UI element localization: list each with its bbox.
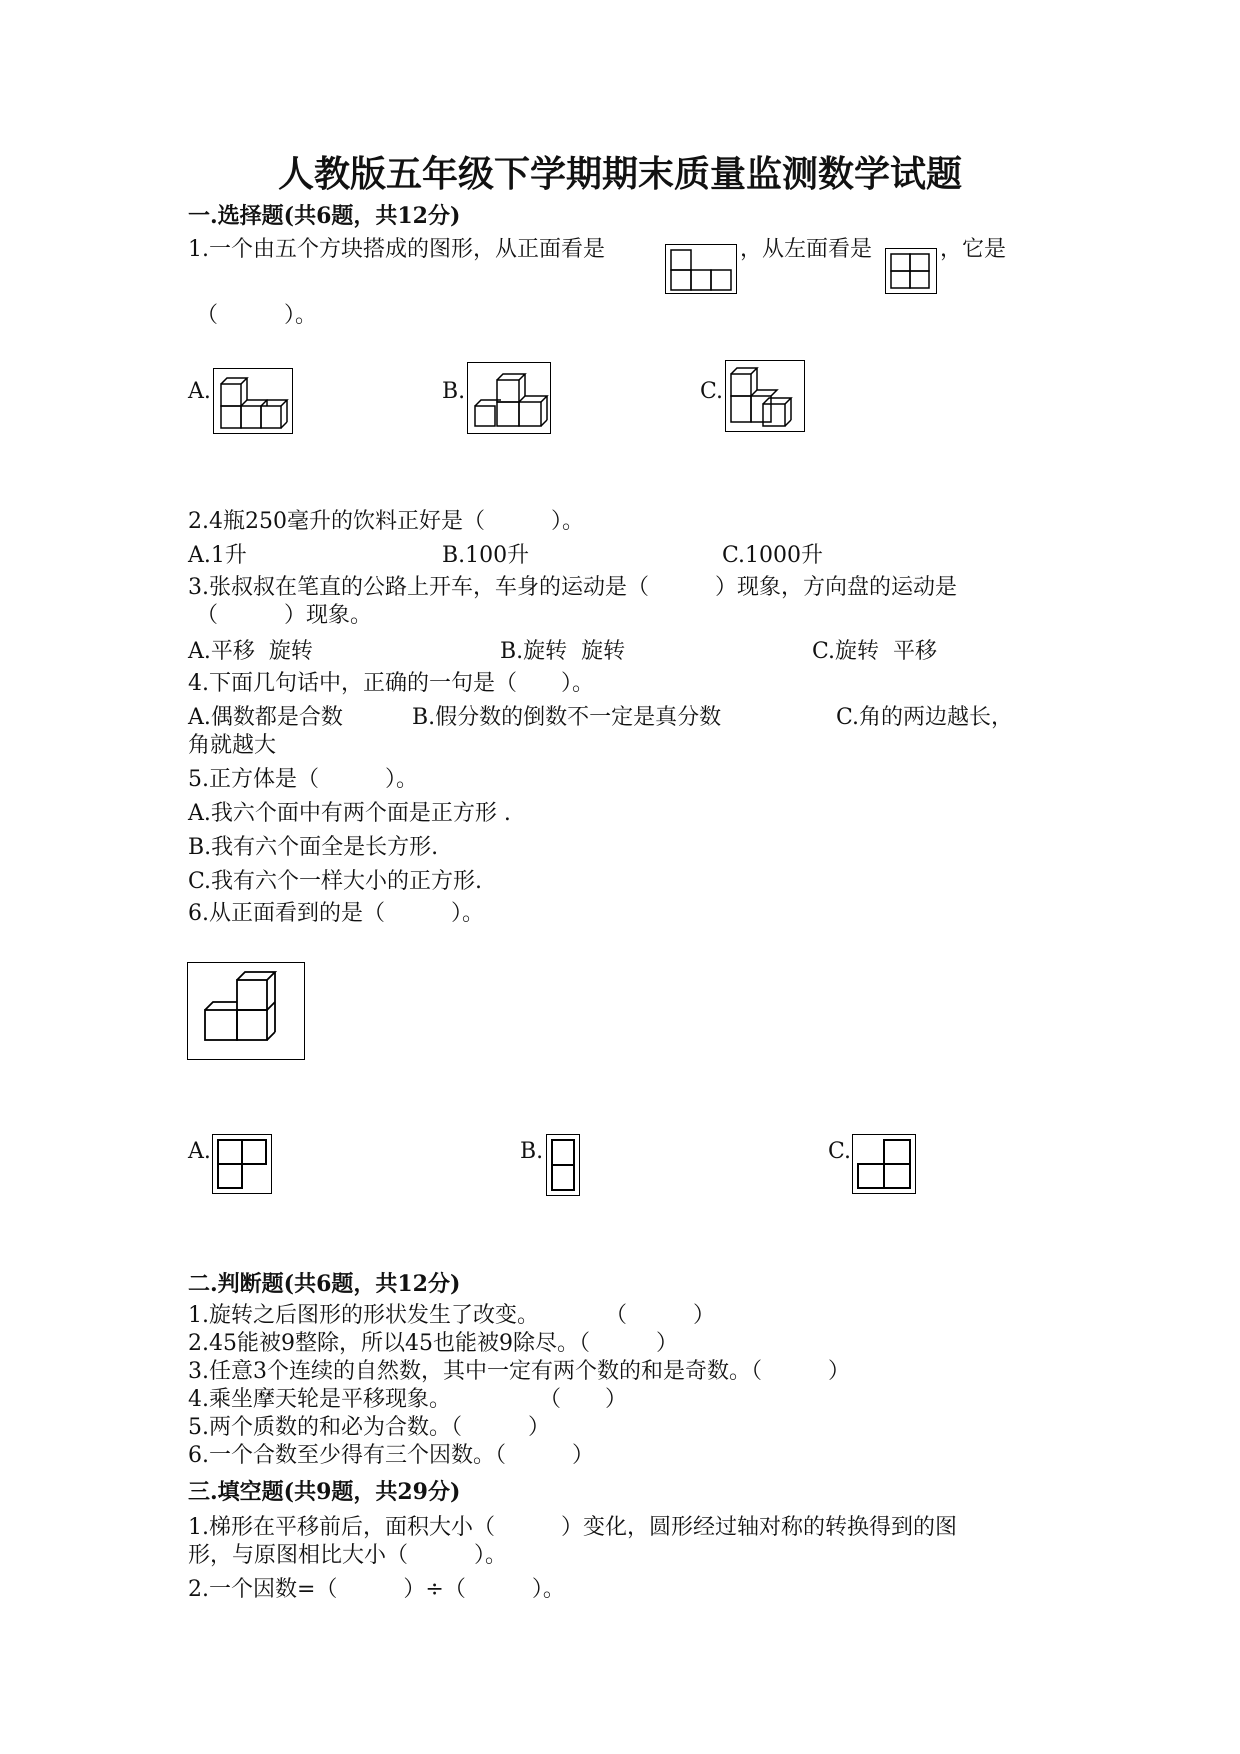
q1-answer-blank: （ ）。 xyxy=(196,303,318,328)
judge-item: 2.45能被9整除，所以45也能被9除尽。（ ） xyxy=(188,1331,678,1356)
section-3-heading: 三.填空题(共9题，共29分) xyxy=(188,1479,461,1505)
q2-option-c: C.1000升 xyxy=(722,543,824,568)
q1-option-b-label: B. xyxy=(442,379,466,404)
q1-front-view-figure xyxy=(665,244,737,294)
q4-stem: 4.下面几句话中，正确的一句是（ ）。 xyxy=(188,671,594,696)
page-title: 人教版五年级下学期期末质量监测数学试题 xyxy=(277,153,962,195)
section-1-heading: 一.选择题(共6题，共12分) xyxy=(188,203,461,229)
q3-option-a: A.平移 旋转 xyxy=(188,639,313,664)
q1-stem-end: ，它是 xyxy=(940,237,1007,262)
q6-option-a-label: A. xyxy=(188,1139,211,1164)
q6-stem: 6.从正面看到的是（ ）。 xyxy=(188,901,484,926)
judge-item: 1.旋转之后图形的形状发生了改变。 （ ） xyxy=(188,1303,715,1328)
q5-stem: 5.正方体是（ ）。 xyxy=(188,767,418,792)
q1-stem-mid: ，从左面看是 xyxy=(740,237,873,262)
q6-option-b-label: B. xyxy=(520,1139,544,1164)
judge-item: 4.乘坐摩天轮是平移现象。 （ ） xyxy=(188,1387,627,1412)
q1-option-b-figure xyxy=(467,362,551,434)
q1-stem: 1.一个由五个方块搭成的图形，从正面看是 xyxy=(188,237,605,262)
q5-option-c: C.我有六个一样大小的正方形. xyxy=(188,869,483,894)
section-2-heading: 二.判断题(共6题，共12分) xyxy=(188,1271,461,1297)
q6-option-c-label: C. xyxy=(828,1139,852,1164)
fill-q1-line1: 1.梯形在平移前后，面积大小（ ）变化，圆形经过轴对称的转换得到的图 xyxy=(188,1515,957,1540)
fill-q1-line2: 形，与原图相比大小（ ）。 xyxy=(188,1543,508,1568)
q6-option-a-figure xyxy=(212,1134,272,1194)
q4-option-b: B.假分数的倒数不一定是真分数 xyxy=(412,705,722,730)
q4-option-a: A.偶数都是合数 xyxy=(188,705,343,730)
q2-option-a: A.1升 xyxy=(188,543,247,568)
q6-option-b-figure xyxy=(546,1134,580,1196)
q1-option-a-figure xyxy=(213,368,293,434)
q5-option-a: A.我六个面中有两个面是正方形 . xyxy=(188,801,511,826)
q2-stem: 2.4瓶250毫升的饮料正好是（ ）。 xyxy=(188,509,584,534)
q2-option-b: B.100升 xyxy=(442,543,530,568)
q6-option-c-figure xyxy=(852,1134,916,1194)
q1-option-c-label: C. xyxy=(700,379,724,404)
q4-option-c-continued: 角就越大 xyxy=(188,733,277,758)
q1-left-view-figure xyxy=(885,248,937,294)
q6-solid-figure xyxy=(187,962,305,1060)
judge-item: 5.两个质数的和必为合数。（ ） xyxy=(188,1415,550,1440)
q5-option-b: B.我有六个面全是长方形. xyxy=(188,835,439,860)
q4-option-c: C.角的两边越长， xyxy=(836,705,1014,730)
judge-item: 6.一个合数至少得有三个因数。（ ） xyxy=(188,1443,594,1468)
q3-stem-line2: （ ）现象。 xyxy=(196,603,373,628)
q3-option-b: B.旋转 旋转 xyxy=(500,639,626,664)
judge-item: 3.任意3个连续的自然数，其中一定有两个数的和是奇数。（ ） xyxy=(188,1359,850,1384)
fill-q2: 2.一个因数=（ ）÷（ ）。 xyxy=(188,1577,565,1602)
q3-option-c: C.旋转 平移 xyxy=(812,639,938,664)
q1-option-c-figure xyxy=(725,360,805,432)
q3-stem-line1: 3.张叔叔在笔直的公路上开车，车身的运动是（ ）现象，方向盘的运动是 xyxy=(188,575,957,600)
q1-option-a-label: A. xyxy=(188,379,211,404)
